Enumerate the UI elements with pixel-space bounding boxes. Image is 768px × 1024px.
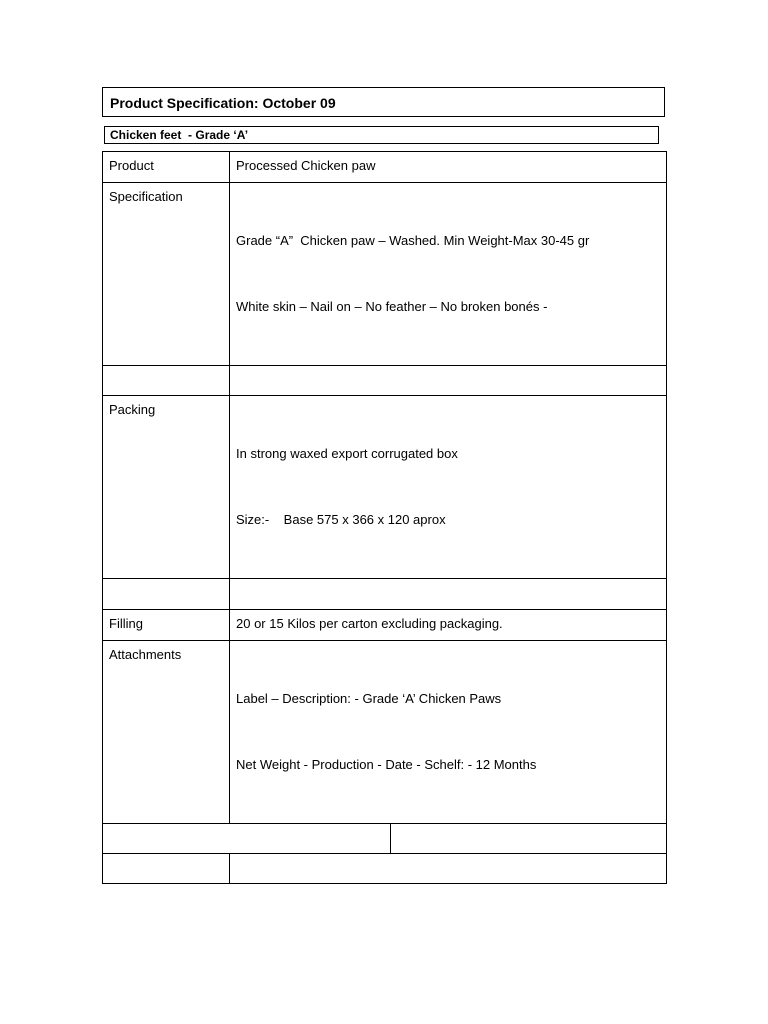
packing-line-1: In strong waxed export corrugated box: [236, 446, 458, 461]
packing-label: Packing: [103, 396, 230, 579]
packing-line-2: Size:- Base 575 x 366 x 120 aprox: [236, 512, 446, 527]
filling-label: Filling: [103, 610, 230, 641]
empty-cell: [103, 579, 230, 610]
row-specification: [103, 183, 667, 366]
document-subtitle: Chicken feet - Grade ‘A’: [104, 126, 659, 144]
empty-cell: [103, 824, 391, 854]
specification-label: Specification: [103, 183, 230, 366]
product-label: Product: [103, 152, 230, 183]
row-empty-split: [103, 824, 667, 854]
row-filling: [103, 610, 667, 641]
attachments-value: [230, 641, 667, 824]
filling-value: 20 or 15 Kilos per carton excluding packaging.: [230, 610, 667, 641]
empty-cell: [103, 366, 230, 396]
packing-value: [230, 396, 667, 579]
specification-table: [102, 151, 667, 884]
row-attachments: [103, 641, 667, 824]
row-empty-1: [103, 366, 667, 396]
document-title: Product Specification: October 09: [102, 87, 665, 117]
attachments-line-2: Net Weight - Production - Date - Schelf: - 12 Months: [236, 757, 537, 772]
empty-cell: [391, 824, 667, 854]
row-empty-2: [103, 579, 667, 610]
specification-line-2: White skin – Nail on – No feather – No broken bonés -: [236, 299, 548, 314]
attachments-line-1: Label – Description: - Grade ‘A’ Chicken Paws: [236, 691, 502, 706]
empty-cell: [230, 366, 667, 396]
row-packing: [103, 396, 667, 579]
empty-cell: [230, 579, 667, 610]
specification-line-1: Grade “A” Chicken paw – Washed. Min Weight-Max 30-45 gr: [236, 233, 590, 248]
attachments-label: Attachments: [103, 641, 230, 824]
empty-cell: [103, 854, 230, 884]
product-value: Processed Chicken paw: [230, 152, 667, 183]
row-product: [103, 152, 667, 183]
specification-value: [230, 183, 667, 366]
empty-cell: [230, 854, 667, 884]
row-empty-3: [103, 854, 667, 884]
